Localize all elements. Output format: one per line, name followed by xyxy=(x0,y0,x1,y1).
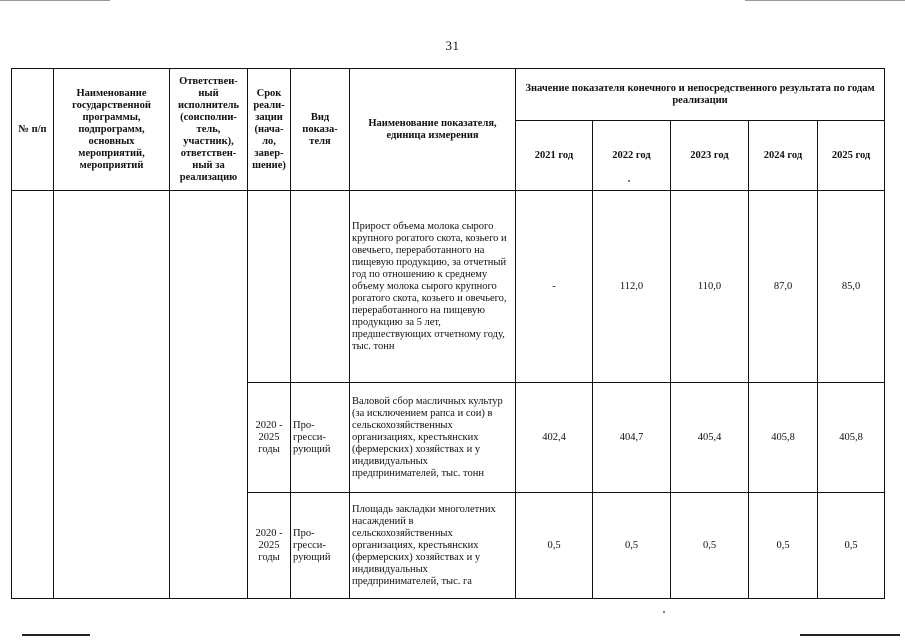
cell-value: 405,8 xyxy=(749,383,818,493)
cell-value: 0,5 xyxy=(749,493,818,599)
cell-value: 0,5 xyxy=(516,493,593,599)
header-year: 2024 год xyxy=(749,121,818,191)
header-year: 2021 год xyxy=(516,121,593,191)
cell-indicator: Прирост объема молока сырого крупного рогатого скота, козьего и овечьего, переработанного на пищевую продукцию, за отчетный год по отношению к среднему объему молока сырого крупного рогатого скота, козьего и овечьего, переработанного на пищевую продукцию за 5 лет, предшествующих отчетному году, тыс. тонн xyxy=(350,191,516,383)
header-kind: Вид показа-теля xyxy=(291,69,350,191)
header-program: Наименование государственной программы, подпрограмм, основных мероприятий, мероприятий xyxy=(54,69,170,191)
top-edge-line-right xyxy=(745,0,905,1)
cell-value: 402,4 xyxy=(516,383,593,493)
header-row-1 xyxy=(12,69,885,121)
header-term: Срок реали-зации (нача-ло, завер-шение) xyxy=(248,69,291,191)
header-year: 2022 год xyxy=(593,121,671,191)
cell-executor xyxy=(170,191,248,599)
cell-indicator: Площадь закладки многолетних насаждений в сельскохозяйственных организациях, крестьянских (фермерских) хозяйствах и у индивидуальных предпринимателей, тыс. га xyxy=(350,493,516,599)
cell-term: 2020 - 2025 годы xyxy=(248,493,291,599)
cell-value: 404,7 xyxy=(593,383,671,493)
table-row xyxy=(12,191,885,383)
page-number: 31 xyxy=(445,38,460,53)
cell-kind: Про-гресси-рующий xyxy=(291,493,350,599)
top-edge-line-left xyxy=(0,0,110,1)
cell-program xyxy=(54,191,170,599)
bottom-edge-mark-right xyxy=(800,634,900,636)
bottom-edge-mark-left xyxy=(22,634,90,636)
cell-value: 0,5 xyxy=(818,493,885,599)
indicators-table xyxy=(11,68,885,599)
cell-value: 87,0 xyxy=(749,191,818,383)
cell-value: 405,4 xyxy=(671,383,749,493)
cell-term: 2020 - 2025 годы xyxy=(248,383,291,493)
cell-value: 0,5 xyxy=(593,493,671,599)
header-num: № п/п xyxy=(12,69,54,191)
cell-value: 405,8 xyxy=(818,383,885,493)
cell-value: 0,5 xyxy=(671,493,749,599)
cell-indicator: Валовой сбор масличных культур (за исключением рапса и сои) в сельскохозяйственных организациях, крестьянских (фермерских) хозяйствах и у индивидуальных предпринимателей, тыс. тонн xyxy=(350,383,516,493)
cell-value: 110,0 xyxy=(671,191,749,383)
header-year: 2025 год xyxy=(818,121,885,191)
header-indicator: Наименование показателя, единица измерения xyxy=(350,69,516,191)
cell-kind: Про-гресси-рующий xyxy=(291,383,350,493)
cell-value: 112,0 xyxy=(593,191,671,383)
cell-term xyxy=(248,191,291,383)
cell-value: 85,0 xyxy=(818,191,885,383)
header-executor: Ответствен-ный исполнитель (соисполни-тель, участник), ответствен-ный за реализацию xyxy=(170,69,248,191)
scan-speck xyxy=(628,180,630,182)
scan-speck xyxy=(663,611,665,613)
header-year: 2023 год xyxy=(671,121,749,191)
header-values-group: Значение показателя конечного и непосредственного результата по годам реализации xyxy=(516,69,885,121)
cell-num xyxy=(12,191,54,599)
cell-value: - xyxy=(516,191,593,383)
cell-kind xyxy=(291,191,350,383)
